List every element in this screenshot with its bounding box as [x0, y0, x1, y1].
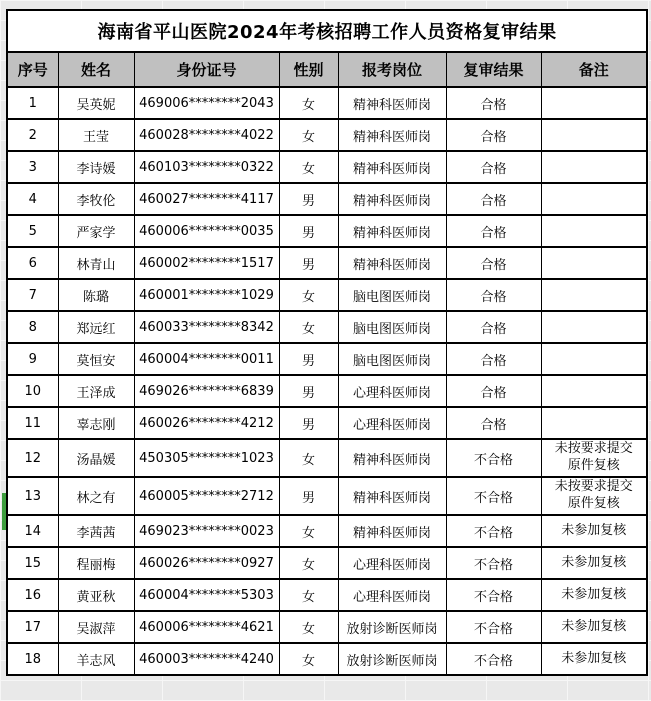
cell-name[interactable]: 汤晶媛 [58, 439, 134, 477]
cell-gender[interactable]: 女 [279, 119, 338, 151]
cell-remark[interactable] [541, 343, 647, 375]
cell-gender[interactable]: 男 [279, 343, 338, 375]
cell-name[interactable]: 程丽梅 [58, 547, 134, 579]
cell-id[interactable]: 460028********4022 [134, 119, 279, 151]
cell-position[interactable]: 脑电图医师岗 [338, 279, 446, 311]
review-table [6, 9, 648, 676]
cell-position[interactable]: 心理科医师岗 [338, 407, 446, 439]
cell-no[interactable]: 1 [7, 87, 58, 119]
cell-id[interactable]: 460027********4117 [134, 183, 279, 215]
cell-position[interactable]: 精神科医师岗 [338, 215, 446, 247]
cell-remark[interactable]: 未参加复核 [541, 643, 647, 675]
table-row [7, 119, 647, 151]
cell-no[interactable]: 4 [7, 183, 58, 215]
cell-id[interactable]: 460005********2712 [134, 477, 279, 515]
cell-gender[interactable]: 女 [279, 547, 338, 579]
cell-result[interactable]: 不合格 [446, 477, 541, 515]
cell-name[interactable]: 王泽成 [58, 375, 134, 407]
cell-remark[interactable]: 未参加复核 [541, 515, 647, 547]
cell-remark[interactable] [541, 215, 647, 247]
cell-position[interactable]: 精神科医师岗 [338, 477, 446, 515]
cell-gender[interactable]: 男 [279, 247, 338, 279]
cell-position[interactable]: 精神科医师岗 [338, 87, 446, 119]
cell-result[interactable]: 不合格 [446, 547, 541, 579]
cell-position[interactable]: 放射诊断医师岗 [338, 611, 446, 643]
cell-id[interactable]: 460004********5303 [134, 579, 279, 611]
table-row [7, 183, 647, 215]
header-result[interactable]: 复审结果 [446, 52, 541, 87]
table-row [7, 407, 647, 439]
cell-result[interactable]: 合格 [446, 375, 541, 407]
cell-no[interactable]: 6 [7, 247, 58, 279]
header-position[interactable]: 报考岗位 [338, 52, 446, 87]
cell-no[interactable]: 5 [7, 215, 58, 247]
cell-position[interactable]: 精神科医师岗 [338, 247, 446, 279]
header-gender[interactable]: 性别 [279, 52, 338, 87]
cell-position[interactable]: 放射诊断医师岗 [338, 643, 446, 675]
cell-result[interactable]: 合格 [446, 247, 541, 279]
cell-gender[interactable]: 男 [279, 477, 338, 515]
cell-id[interactable]: 460006********0035 [134, 215, 279, 247]
cell-no[interactable]: 8 [7, 311, 58, 343]
cell-id[interactable]: 460001********1029 [134, 279, 279, 311]
cell-id[interactable]: 460026********0927 [134, 547, 279, 579]
cell-name[interactable]: 吴英妮 [58, 87, 134, 119]
table-row [7, 611, 647, 643]
cell-result[interactable]: 合格 [446, 183, 541, 215]
cell-no[interactable]: 15 [7, 547, 58, 579]
cell-no[interactable]: 3 [7, 151, 58, 183]
table-row [7, 579, 647, 611]
table-row [7, 311, 647, 343]
cell-name[interactable]: 羊志风 [58, 643, 134, 675]
cell-result[interactable]: 合格 [446, 407, 541, 439]
cell-no[interactable]: 10 [7, 375, 58, 407]
cell-gender[interactable]: 女 [279, 87, 338, 119]
cell-gender[interactable]: 男 [279, 407, 338, 439]
cell-name[interactable]: 李牧伦 [58, 183, 134, 215]
cell-result[interactable]: 合格 [446, 87, 541, 119]
cell-no[interactable]: 14 [7, 515, 58, 547]
table-row [7, 343, 647, 375]
cell-no[interactable]: 18 [7, 643, 58, 675]
cell-position[interactable]: 心理科医师岗 [338, 579, 446, 611]
row-selection-indicator [2, 493, 6, 530]
cell-name[interactable]: 李茜茜 [58, 515, 134, 547]
table-row [7, 151, 647, 183]
cell-result[interactable]: 合格 [446, 311, 541, 343]
cell-remark[interactable]: 未按要求提交原件复核 [541, 439, 647, 477]
cell-gender[interactable]: 女 [279, 611, 338, 643]
cell-name[interactable]: 林青山 [58, 247, 134, 279]
cell-id[interactable]: 469023********0023 [134, 515, 279, 547]
cell-no[interactable]: 2 [7, 119, 58, 151]
cell-remark[interactable] [541, 247, 647, 279]
cell-result[interactable]: 不合格 [446, 611, 541, 643]
cell-position[interactable]: 脑电图医师岗 [338, 343, 446, 375]
cell-id[interactable]: 469006********2043 [134, 87, 279, 119]
cell-no[interactable]: 7 [7, 279, 58, 311]
table-row [7, 87, 647, 119]
header-no[interactable]: 序号 [7, 52, 58, 87]
cell-id[interactable]: 460003********4240 [134, 643, 279, 675]
cell-name[interactable]: 吴淑萍 [58, 611, 134, 643]
cell-name[interactable]: 林之有 [58, 477, 134, 515]
cell-position[interactable]: 心理科医师岗 [338, 375, 446, 407]
cell-remark[interactable] [541, 151, 647, 183]
table-row [7, 215, 647, 247]
cell-no[interactable]: 11 [7, 407, 58, 439]
sheet-title[interactable]: 海南省平山医院2024年考核招聘工作人员资格复审结果 [7, 10, 647, 52]
cell-result[interactable]: 不合格 [446, 439, 541, 477]
cell-gender[interactable]: 女 [279, 311, 338, 343]
cell-gender[interactable]: 男 [279, 375, 338, 407]
cell-remark[interactable]: 未参加复核 [541, 547, 647, 579]
cell-id[interactable]: 460004********0011 [134, 343, 279, 375]
cell-result[interactable]: 不合格 [446, 515, 541, 547]
cell-position[interactable]: 精神科医师岗 [338, 151, 446, 183]
table-row [7, 247, 647, 279]
cell-no[interactable]: 9 [7, 343, 58, 375]
cell-remark[interactable]: 未参加复核 [541, 611, 647, 643]
cell-position[interactable]: 心理科医师岗 [338, 547, 446, 579]
cell-name[interactable]: 辜志刚 [58, 407, 134, 439]
cell-result[interactable]: 合格 [446, 151, 541, 183]
cell-position[interactable]: 脑电图医师岗 [338, 311, 446, 343]
header-remark[interactable]: 备注 [541, 52, 647, 87]
cell-remark[interactable] [541, 407, 647, 439]
header-name[interactable]: 姓名 [58, 52, 134, 87]
cell-position[interactable]: 精神科医师岗 [338, 515, 446, 547]
cell-name[interactable]: 严家学 [58, 215, 134, 247]
cell-gender[interactable]: 男 [279, 183, 338, 215]
cell-id[interactable]: 450305********1023 [134, 439, 279, 477]
cell-result[interactable]: 合格 [446, 119, 541, 151]
cell-remark[interactable] [541, 119, 647, 151]
title-row [7, 10, 647, 52]
cell-gender[interactable]: 男 [279, 215, 338, 247]
cell-id[interactable]: 460002********1517 [134, 247, 279, 279]
cell-no[interactable]: 12 [7, 439, 58, 477]
cell-id[interactable]: 460006********4621 [134, 611, 279, 643]
cell-remark[interactable] [541, 279, 647, 311]
table-row [7, 439, 647, 477]
cell-no[interactable]: 16 [7, 579, 58, 611]
cell-result[interactable]: 不合格 [446, 579, 541, 611]
cell-gender[interactable]: 女 [279, 579, 338, 611]
table-row [7, 643, 647, 675]
cell-gender[interactable]: 女 [279, 515, 338, 547]
cell-name[interactable]: 莫恒安 [58, 343, 134, 375]
cell-remark[interactable] [541, 375, 647, 407]
cell-position[interactable]: 精神科医师岗 [338, 119, 446, 151]
table-row [7, 375, 647, 407]
cell-remark[interactable] [541, 183, 647, 215]
cell-gender[interactable]: 女 [279, 643, 338, 675]
cell-result[interactable]: 合格 [446, 215, 541, 247]
cell-name[interactable]: 王莹 [58, 119, 134, 151]
cell-id[interactable]: 460026********4212 [134, 407, 279, 439]
cell-position[interactable]: 精神科医师岗 [338, 183, 446, 215]
cell-result[interactable]: 合格 [446, 343, 541, 375]
cell-remark[interactable]: 未参加复核 [541, 579, 647, 611]
cell-result[interactable]: 不合格 [446, 643, 541, 675]
cell-gender[interactable]: 女 [279, 151, 338, 183]
cell-position[interactable]: 精神科医师岗 [338, 439, 446, 477]
table-row [7, 477, 647, 515]
cell-remark[interactable] [541, 311, 647, 343]
table-row [7, 515, 647, 547]
table-row [7, 547, 647, 579]
cell-name[interactable]: 李诗媛 [58, 151, 134, 183]
cell-id[interactable]: 469026********6839 [134, 375, 279, 407]
cell-id[interactable]: 460033********8342 [134, 311, 279, 343]
cell-id[interactable]: 460103********0322 [134, 151, 279, 183]
cell-name[interactable]: 郑远红 [58, 311, 134, 343]
table-header-row [7, 52, 647, 87]
cell-remark[interactable] [541, 87, 647, 119]
cell-gender[interactable]: 女 [279, 439, 338, 477]
cell-no[interactable]: 13 [7, 477, 58, 515]
table-row [7, 279, 647, 311]
header-id[interactable]: 身份证号 [134, 52, 279, 87]
cell-name[interactable]: 黄亚秋 [58, 579, 134, 611]
cell-result[interactable]: 合格 [446, 279, 541, 311]
cell-no[interactable]: 17 [7, 611, 58, 643]
cell-remark[interactable]: 未按要求提交原件复核 [541, 477, 647, 515]
cell-gender[interactable]: 女 [279, 279, 338, 311]
cell-name[interactable]: 陈璐 [58, 279, 134, 311]
